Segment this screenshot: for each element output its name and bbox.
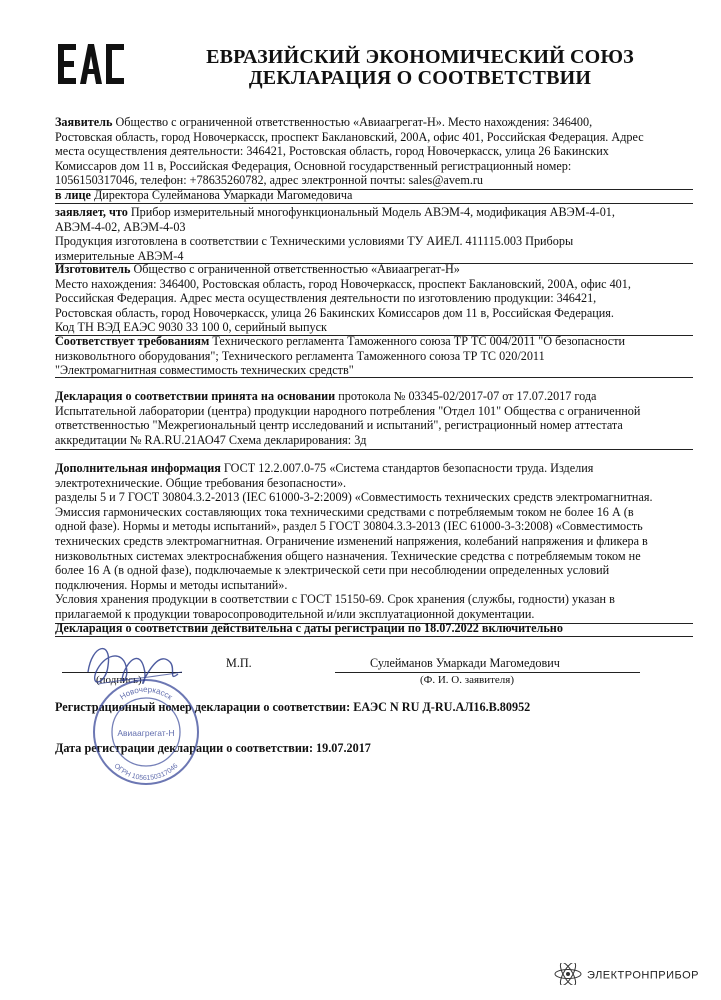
additional-line: прилагаемой к продукции товаросопроводительной и/или эксплуатационной документации. <box>55 606 535 621</box>
basis-line: Испытательной лаборатории (центра) продукции народного потребления "Отдел 101" Общества с ограниченной <box>55 403 641 418</box>
conforms-line: Технического регламента Таможенного союза ТР ТС 004/2011 "О безопасности <box>209 334 626 348</box>
basis-line: ответственностью "Межрегиональный центр исследований и испытаний", регистрационный номер аттестата <box>55 418 623 433</box>
additional-block <box>55 461 695 622</box>
divider <box>55 377 693 378</box>
person-block <box>55 188 695 203</box>
atom-icon <box>553 963 583 988</box>
divider <box>55 203 693 204</box>
declares-line: Прибор измерительный многофункциональный Модель АВЭМ-4, модификация АВЭМ-4-01, <box>127 205 615 219</box>
seal-top-text: Новочеркасск <box>118 684 174 702</box>
declares-label: заявляет, что <box>55 205 128 219</box>
header-line2: ДЕКЛАРАЦИЯ О СООТВЕТСТВИИ <box>248 67 592 89</box>
conforms-line: "Электромагнитная совместимость технических средств" <box>55 363 354 378</box>
additional-label: Дополнительная информация <box>55 461 221 475</box>
declares-line: Продукция изготовлена в соответствии с Техническими условиями ТУ АИЕЛ. 411115.003 Приборы <box>55 234 574 249</box>
manufacturer-block <box>55 262 695 335</box>
declares-block <box>55 205 695 263</box>
seal-center-text: Авиаагрегат-Н <box>117 728 175 738</box>
registration-date: 19.07.2017 <box>313 741 371 755</box>
additional-line: электротехнические. Общие требования безопасности». <box>55 475 347 490</box>
document-header <box>150 47 690 89</box>
conforms-label: Соответствует требованиям <box>55 334 210 348</box>
additional-line: Условия хранения продукции в соответствии с ГОСТ 15150-69. Срок хранения (службы, годности) указан в <box>55 592 615 607</box>
additional-line: одной фазе). Нормы и методы испытаний», раздел 5 ГОСТ 30804.3.3-2013 (IEC 61000-3-3:2008) «Совместимость <box>55 519 643 534</box>
basis-block <box>55 389 695 447</box>
additional-line: низковольтных системах электроснабжения общего назначения. Технические средства с потребляемым током не <box>55 548 641 563</box>
name-line <box>335 672 640 673</box>
stamp-place-label: М.П. <box>226 656 252 670</box>
validity-label: Декларация о соответствии действительна с даты регистрации <box>55 621 405 635</box>
additional-line: Эмиссия гармонических составляющих тока техническими средствами с потребляемым током не более 16 А (в <box>55 504 634 519</box>
manufacturer-label: Изготовитель <box>55 262 131 276</box>
person-text: Директора Сулейманова Умаркади Магомедовича <box>90 188 353 202</box>
handwritten-signature <box>78 632 188 702</box>
applicant-line: Общество с ограниченной ответственностью «Авиаагрегат-Н». Место нахождения: 346400, <box>112 115 593 129</box>
registration-label: Регистрационный номер декларации о соответствии: <box>55 700 351 714</box>
header-line1: ЕВРАЗИЙСКИЙ ЭКОНОМИЧЕСКИЙ СОЮЗ <box>206 46 634 68</box>
declares-line: АВЭМ-4-02, АВЭМ-4-03 <box>55 219 186 234</box>
seal-bottom-text: ОГРН 1056150317046 <box>112 762 180 783</box>
basis-line: протокола № 03345-02/2017-07 от 17.07.2017 года <box>335 389 597 403</box>
divider <box>55 449 693 450</box>
manufacturer-line: Место нахождения: 346400, Ростовская область, город Новочеркасск, проспект Баклановский, 200А, офис 401, <box>55 276 631 291</box>
additional-line: ГОСТ 12.2.007.0-75 «Система стандартов безопасности труда. Изделия <box>220 461 594 475</box>
footer-brand <box>553 963 699 988</box>
additional-line: разделы 5 и 7 ГОСТ 30804.3.2-2013 (IEC 61000-3-2:2009) «Совместимость технических средств электромагнитная. <box>55 490 653 505</box>
footer-brand-text: ЭЛЕКТРОНПРИБОР <box>587 969 699 982</box>
manufacturer-line: Ростовская область, город Новочеркасск, улица 26 Бакинских Комиссаров дом 11 в, Российская Федерация. <box>55 305 614 320</box>
applicant-block <box>55 115 695 188</box>
applicant-line: Ростовская область, город Новочеркасск, проспект Баклановский, 200А, офис 401, Российская Федерация. Адрес <box>55 129 644 144</box>
conforms-line: низковольтного оборудования"; Технического регламента Таможенного союза ТР ТС 020/2011 <box>55 348 545 363</box>
person-label: в лице <box>55 188 91 202</box>
applicant-label: Заявитель <box>55 115 113 129</box>
additional-line: подключения. Нормы и методы испытаний». <box>55 577 288 592</box>
signature-caption: (подпись) <box>96 674 142 686</box>
registration-number: ЕАЭС N RU Д-RU.АЛ16.В.80952 <box>350 700 531 714</box>
applicant-name: Сулейманов Умаркади Магомедович <box>370 656 560 670</box>
basis-label: Декларация о соответствии принята на основании <box>55 389 336 403</box>
registration-date-label: Дата регистрации декларации о соответствии: <box>55 741 313 755</box>
basis-line: аккредитации № RA.RU.21АО47 Схема декларирования: 3д <box>55 432 367 447</box>
applicant-line: 1056150317046, телефон: +78635260782, адрес электронной почты: sales@avem.ru <box>55 173 484 188</box>
applicant-line: места осуществления деятельности: 346421, Ростовская область, город Новочеркасск, улица 26 Бакинских <box>55 144 609 159</box>
validity-date: по 18.07.2022 включительно <box>404 621 563 635</box>
name-caption: (Ф. И. О. заявителя) <box>420 674 515 686</box>
manufacturer-line: Общество с ограниченной ответственностью «Авиаагрегат-Н» <box>130 262 460 276</box>
applicant-line: Комиссаров дом 11 в, Российская Федерация, Основной государственный регистрационный номер: <box>55 158 572 173</box>
manufacturer-line: Код ТН ВЭД ЕАЭС 9030 33 100 0, серийный выпуск <box>55 320 327 335</box>
eac-logo <box>56 42 126 86</box>
declares-line: измерительные АВЭМ-4 <box>55 248 184 263</box>
additional-line: более 16 А (в одной фазе), подключаемые к электрической сети при несоблюдении определенных условий <box>55 563 610 578</box>
additional-line: технических средств электромагнитная. Ограничение изменений напряжения, колебаний напряжения и фликера в <box>55 533 648 548</box>
manufacturer-line: Российская Федерация. Адрес места осуществления деятельности по изготовлению продукции: 346421, <box>55 291 597 306</box>
conforms-block <box>55 334 695 378</box>
